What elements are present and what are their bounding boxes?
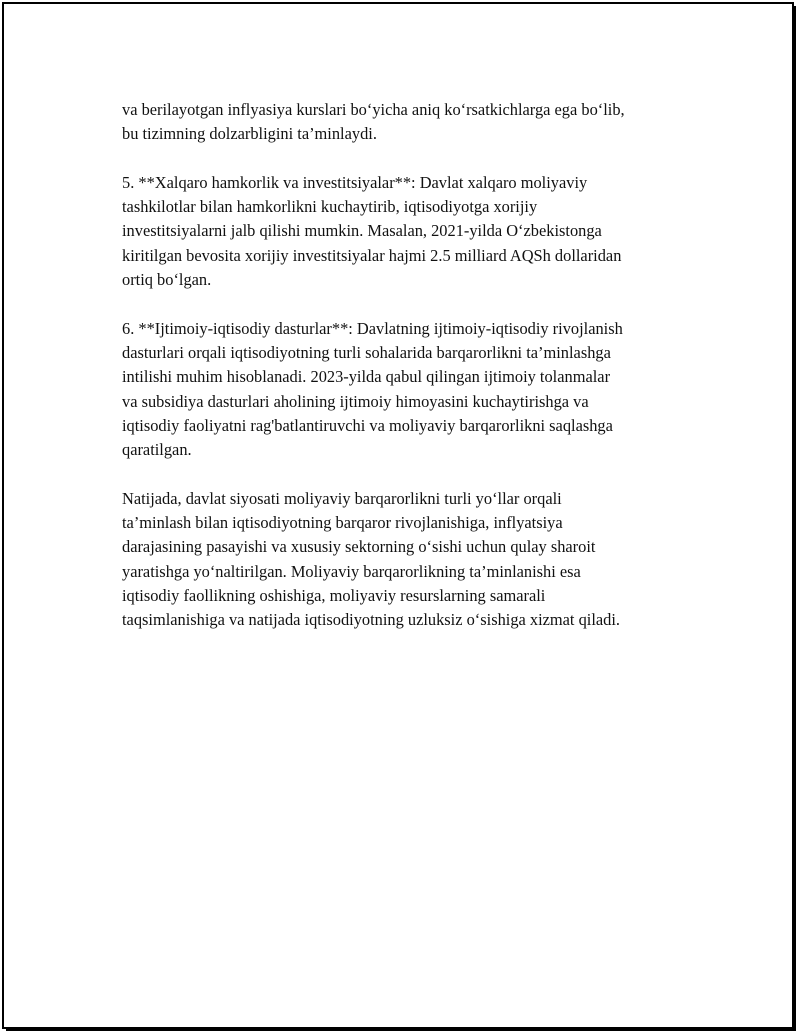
paragraph-conclusion: Natijada, davlat siyosati moliyaviy barqarorlikni turli yo‘llar orqali ta’minlash bilan iqtisodiyotning barqaror rivojlanishiga, inflyatsiya darajasining pasayishi va xususiy sektorning o‘sishi uchun qulay sharoit yaratishga yo‘naltirilgan. Moliyaviy barqarorlikning ta’minlanishi esa iqtisodiy faollikning oshishiga, moliyaviy resurslarning samarali taqsimlanishiga va natijada iqtisodiyotning uzluksiz o‘sishiga xizmat qiladi. — [122, 488, 621, 630]
paragraph-inflation-rates: va berilayotgan inflyasiya kurslari bo‘yicha aniq ko‘rsatkichlarga ega bo‘lib, bu tizimning dolzarbligini ta’minlaydi. — [122, 100, 625, 144]
paragraph-socioeconomic-programs: 6. **Ijtimoiy-iqtisodiy dasturlar**: Davlatning ijtimoiy-iqtisodiy rivojlanish dasturlari orqali iqtisodiyotning turli sohalarida barqarorlikni ta’minlashga intilishi muhim hisoblanadi. 2023-yilda qabul qilingan ijtimoiy tolanmalar va subsidiya dasturlari aholining ijtimoiy himoyasini kuchaytirishga va iqtisodiy faoliyatni rag'batlantiruvchi va moliyaviy barqarorlikni saqlashga qaratilgan. — [122, 318, 623, 460]
document-body — [122, 98, 692, 657]
page-frame — [2, 2, 794, 1029]
paragraph-international-cooperation: 5. **Xalqaro hamkorlik va investitsiyalar**: Davlat xalqaro moliyaviy tashkilotlar bilan hamkorlikni kuchaytirib, iqtisodiyotga xorijiy investitsiyalarni jalb qilishi mumkin. Masalan, 2021-yilda O‘zbekistonga kiritilgan bevosita xorijiy investitsiyalar hajmi 2.5 milliard AQSh dollaridan ortiq bo‘lgan. — [122, 172, 622, 290]
